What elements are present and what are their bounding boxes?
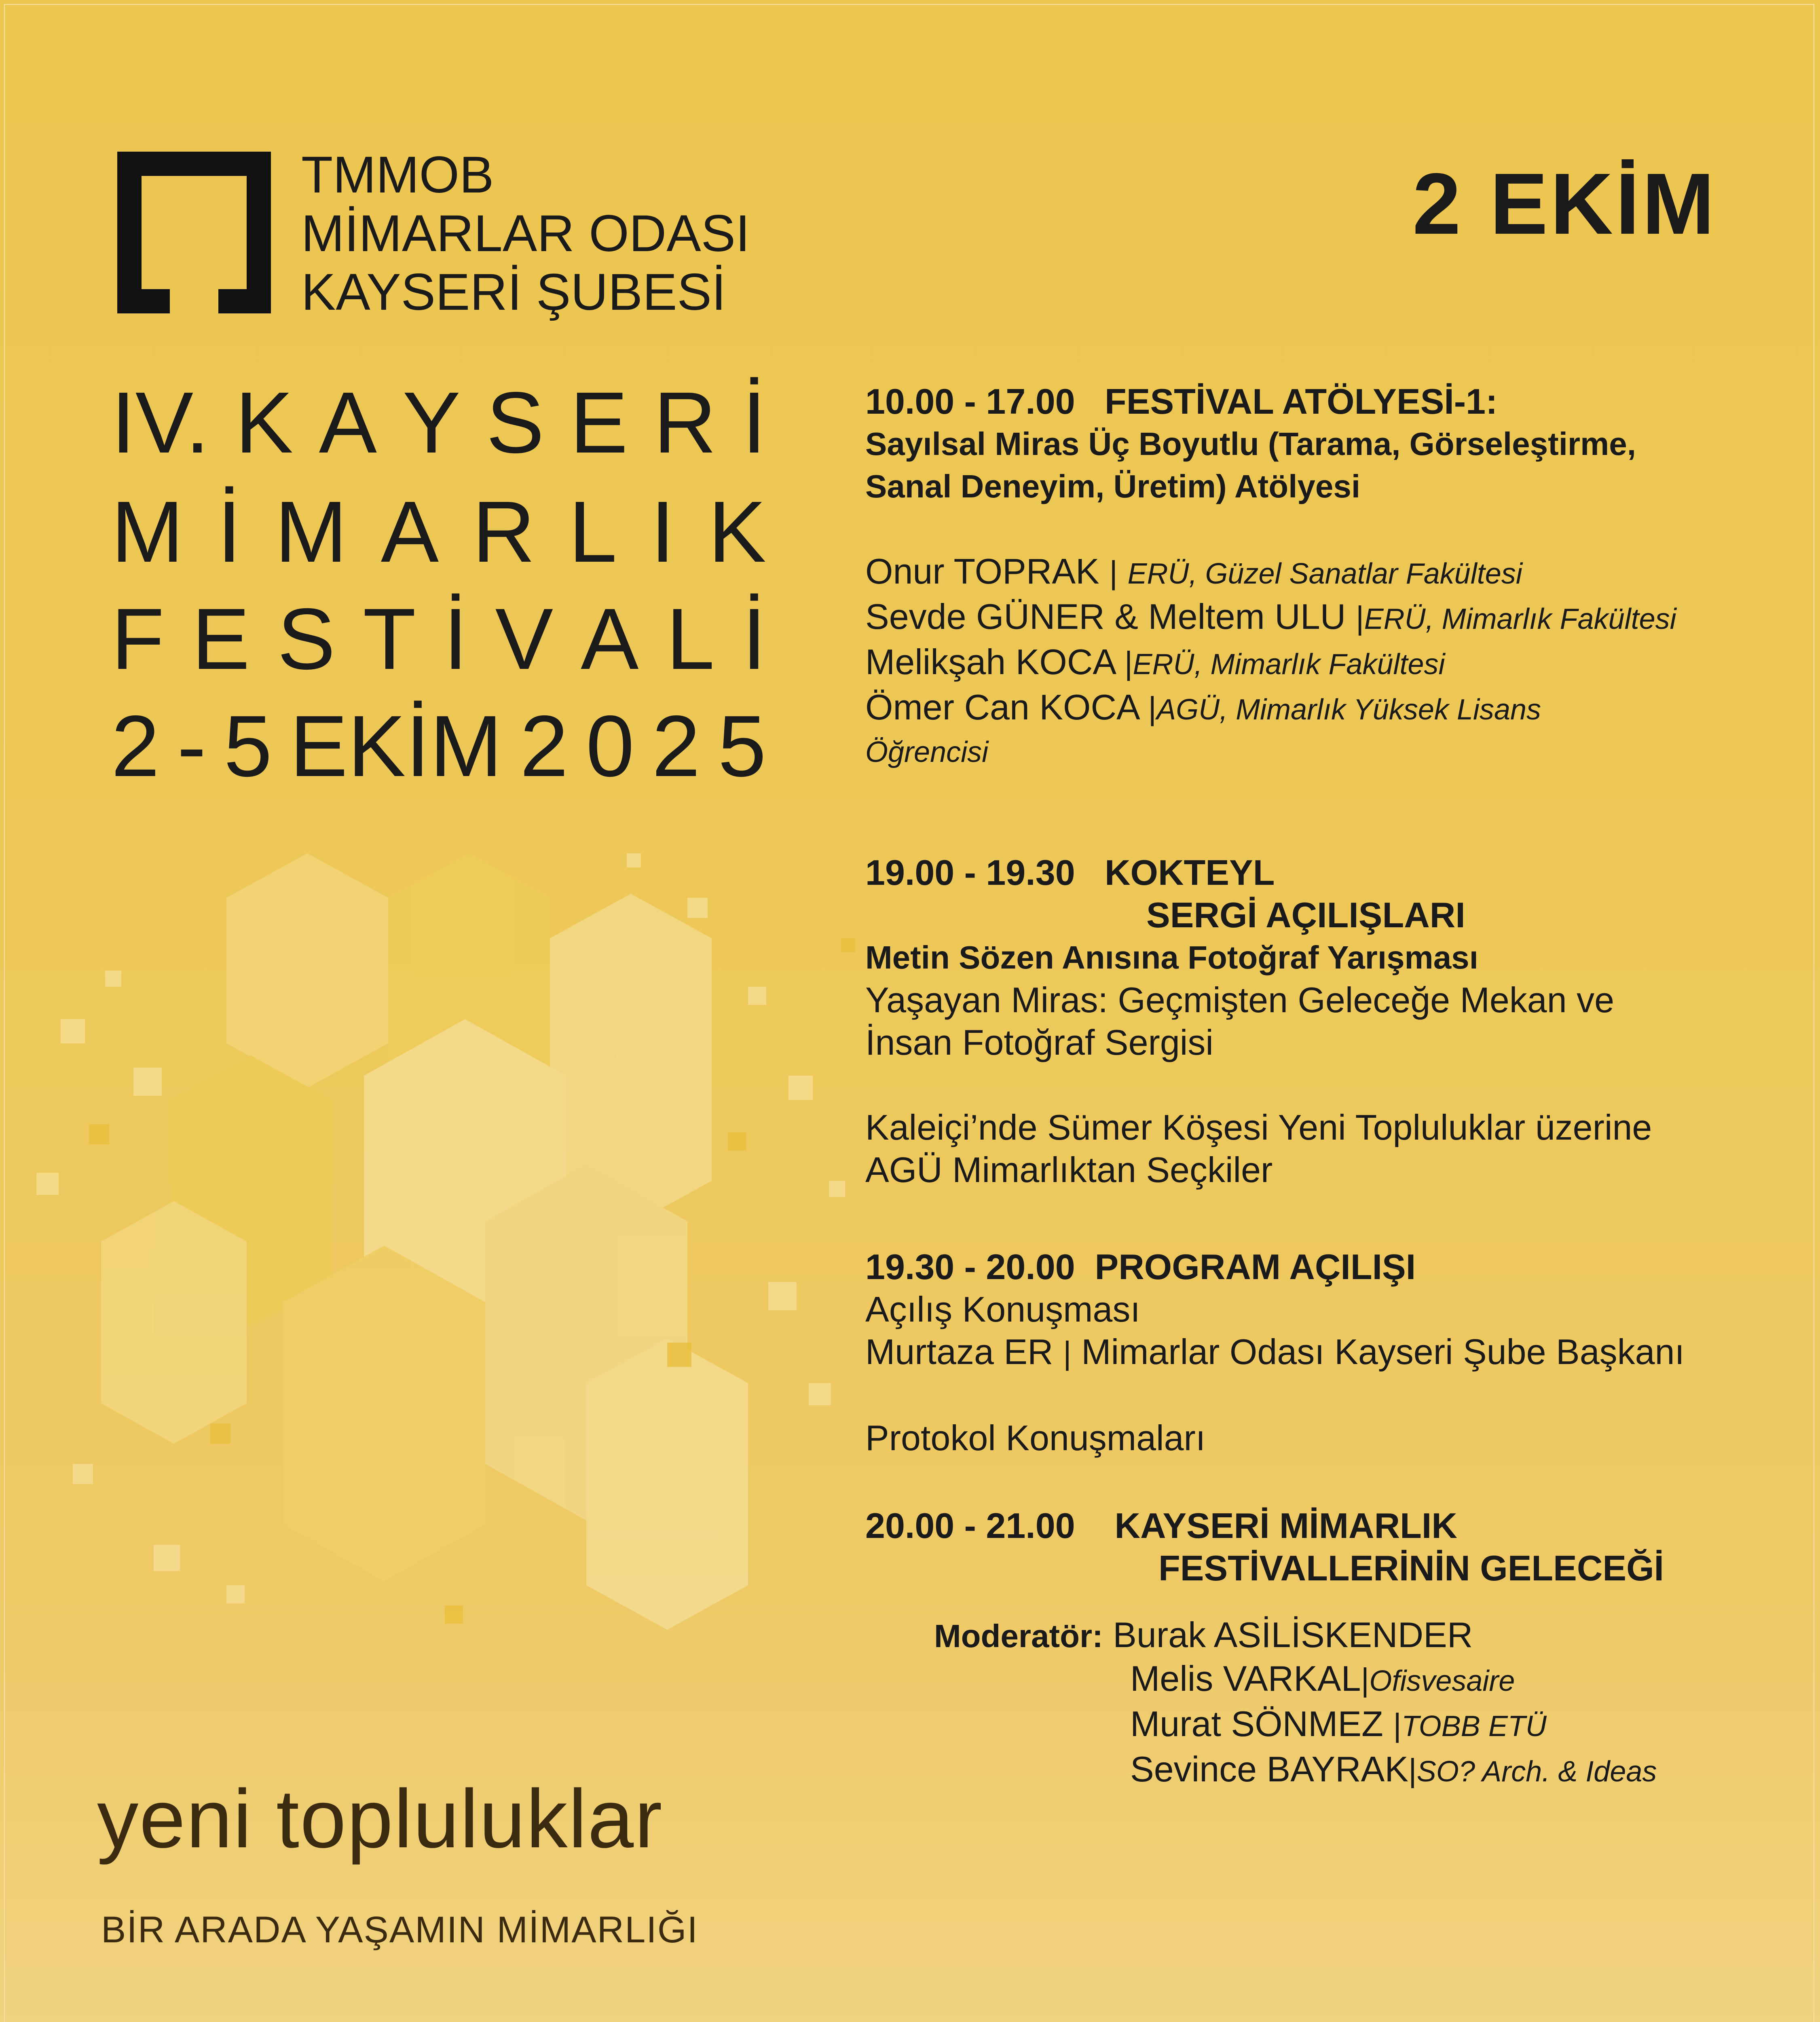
festival-title xyxy=(111,376,766,469)
session-opening xyxy=(865,1246,1771,1459)
panelist: Murat SÖNMEZ |TOBB ETÜ xyxy=(1130,1704,1547,1744)
session-title-2: FESTİVALLERİNİN GELECEĞİ xyxy=(1158,1548,1664,1588)
organization-name xyxy=(301,146,750,321)
session-time: 10.00 - 17.00 xyxy=(865,381,1075,421)
session-panel xyxy=(865,1504,1771,1793)
exhibition-item: Metin Sözen Anısına Fotoğraf Yarışması xyxy=(865,939,1478,975)
session-heading xyxy=(865,851,1771,894)
moderator: Moderatör: Burak ASİLİSKENDER xyxy=(934,1615,1473,1655)
title-row-1: IV. K A Y S E R İ xyxy=(111,374,766,471)
org-line: MİMARLAR ODASI xyxy=(301,205,750,262)
session-subtitle: Sanal Deneyim, Üretim) Atölyesi xyxy=(865,468,1361,504)
session-time: 20.00 - 21.00 xyxy=(865,1506,1075,1546)
festival-dates: 2 - 5 EKİM 2 0 2 5 xyxy=(111,697,766,795)
exhibition-item: AGÜ Mimarlıktan Seçkiler xyxy=(865,1150,1273,1190)
participant: Onur TOPRAK | ERÜ, Güzel Sanatlar Fakültesi xyxy=(865,551,1522,591)
session-title: FESTİVAL ATÖLYESİ-1: xyxy=(1105,381,1498,421)
subtagline: BİR ARADA YAŞAMIN MİMARLIĞI xyxy=(101,1909,698,1950)
bracket-logo-icon xyxy=(117,152,271,313)
exhibition-item: Yaşayan Miras: Geçmişten Geleceğe Mekan ve xyxy=(865,980,1615,1020)
org-line: KAYSERİ ŞUBESİ xyxy=(301,263,726,321)
participant-affiliation: Öğrencisi xyxy=(865,736,989,768)
org-line: TMMOB xyxy=(301,146,494,204)
session-title-2: SERGİ AÇILIŞLARI xyxy=(1146,895,1465,935)
day-heading: 2 EKİM xyxy=(1412,155,1717,252)
session-title: KAYSERİ MİMARLIK xyxy=(1114,1506,1457,1546)
panelist: Melis VARKAL|Ofisvesaire xyxy=(1130,1658,1515,1698)
participant: Melikşah KOCA |ERÜ, Mimarlık Fakültesi xyxy=(865,642,1445,682)
session-cocktail xyxy=(865,851,1771,1191)
program-item: Açılış Konuşması xyxy=(865,1289,1140,1329)
isometric-city-illustration xyxy=(0,817,890,1698)
festival-title-row-2: M İ M A R L I K xyxy=(111,483,766,580)
session-title: PROGRAM AÇILIŞI xyxy=(1095,1247,1416,1287)
session-time: 19.30 - 20.00 xyxy=(865,1247,1075,1287)
participant: Sevde GÜNER & Meltem ULU |ERÜ, Mimarlık Fakültesi xyxy=(865,596,1676,637)
session-time: 19.00 - 19.30 xyxy=(865,852,1075,893)
session-subtitle: Sayılsal Miras Üç Boyutlu (Tarama, Görseleştirme, xyxy=(865,426,1636,462)
exhibition-item: İnsan Fotoğraf Sergisi xyxy=(865,1022,1213,1062)
session-heading xyxy=(865,1504,1771,1547)
session-heading xyxy=(865,380,1771,423)
session-heading xyxy=(865,1246,1771,1288)
exhibition-item: Kaleiçi’nde Sümer Köşesi Yeni Topluluklar üzerine xyxy=(865,1107,1652,1147)
festival-title-row-3: F E S T İ V A L İ xyxy=(111,590,766,687)
participant: Ömer Can KOCA |AGÜ, Mimarlık Yüksek Lisans xyxy=(865,687,1541,727)
program-item: Protokol Konuşmaları xyxy=(865,1418,1206,1458)
panelist: Sevince BAYRAK|SO? Arch. & Ideas xyxy=(1130,1749,1657,1789)
session-workshop xyxy=(865,380,1771,774)
tagline: yeni topluluklar xyxy=(97,1772,663,1865)
program-item: Murtaza ER | Mimarlar Odası Kayseri Şube Başkanı xyxy=(865,1332,1685,1372)
session-title: KOKTEYL xyxy=(1105,852,1275,893)
